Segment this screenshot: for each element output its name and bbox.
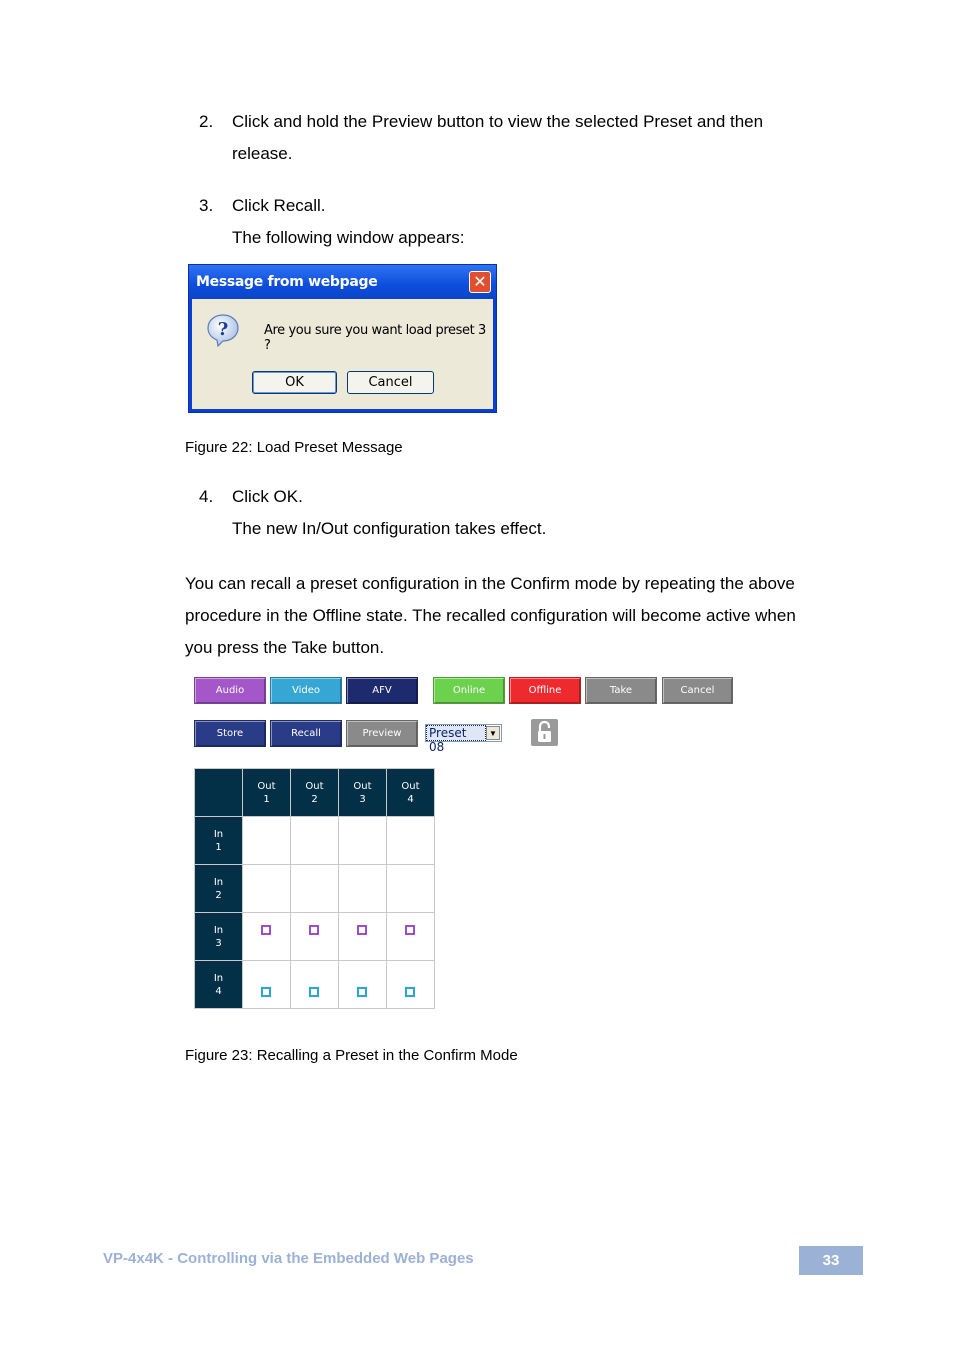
matrix-cell[interactable]: [243, 961, 291, 1009]
recall-button[interactable]: Recall: [270, 720, 342, 747]
output-number: 4: [407, 793, 414, 805]
output-number: 3: [359, 793, 366, 805]
step-number: 4.: [199, 487, 214, 506]
step-text: Click and hold the Preview button to view the selected Preset and then: [232, 112, 764, 131]
input-header-4[interactable]: [195, 961, 243, 1009]
input-label: In: [213, 924, 224, 936]
output-header-3[interactable]: [339, 769, 387, 817]
input-number: 2: [215, 889, 222, 901]
output-header-4[interactable]: [387, 769, 435, 817]
video-button[interactable]: Video: [270, 677, 342, 704]
output-label: Out: [257, 780, 276, 792]
step-text: release.: [232, 144, 293, 163]
unlock-icon[interactable]: [531, 719, 558, 746]
figure-22-caption: Figure 22: Load Preset Message: [185, 439, 403, 456]
video-route-checkbox[interactable]: [405, 987, 415, 997]
svg-text:?: ?: [217, 319, 229, 340]
paragraph-line: procedure in the Offline state. The recalled configuration will become active when: [185, 606, 796, 625]
matrix-cell[interactable]: [291, 961, 339, 1009]
audio-route-checkbox[interactable]: [261, 925, 271, 935]
figure-23-caption: Figure 23: Recalling a Preset in the Confirm Mode: [185, 1047, 518, 1064]
routing-matrix: [194, 768, 435, 1009]
matrix-cell[interactable]: [291, 913, 339, 961]
online-button[interactable]: Online: [433, 677, 505, 704]
step-text: Click Recall.: [232, 196, 326, 215]
step-number: 2.: [199, 112, 214, 131]
step-text: Click OK.: [232, 487, 303, 506]
store-button[interactable]: Store: [194, 720, 266, 747]
question-icon: [206, 313, 240, 347]
paragraph-line: you press the Take button.: [185, 638, 385, 657]
matrix-cell[interactable]: [387, 817, 435, 865]
chevron-down-icon[interactable]: ▼: [486, 726, 500, 740]
input-number: 4: [215, 985, 222, 997]
matrix-cell[interactable]: [291, 865, 339, 913]
matrix-cell[interactable]: [339, 913, 387, 961]
matrix-cell[interactable]: [339, 865, 387, 913]
audio-route-checkbox[interactable]: [357, 925, 367, 935]
afv-button[interactable]: AFV: [346, 677, 418, 704]
input-number: 3: [215, 937, 222, 949]
audio-route-checkbox[interactable]: [405, 925, 415, 935]
output-header-2[interactable]: [291, 769, 339, 817]
output-label: Out: [353, 780, 372, 792]
matrix-cell[interactable]: [387, 865, 435, 913]
input-label: In: [213, 876, 224, 888]
step-text: The new In/Out configuration takes effect.: [232, 519, 547, 538]
video-route-checkbox[interactable]: [357, 987, 367, 997]
audio-route-checkbox[interactable]: [309, 925, 319, 935]
page-number: 33: [799, 1246, 863, 1275]
matrix-cell[interactable]: [291, 817, 339, 865]
cancel-button[interactable]: Cancel: [347, 371, 434, 394]
output-number: 2: [311, 793, 318, 805]
paragraph-line: You can recall a preset configuration in the Confirm mode by repeating the above: [185, 574, 795, 593]
dialog-body: [192, 299, 493, 409]
matrix-cell[interactable]: [339, 961, 387, 1009]
matrix-cell[interactable]: [243, 817, 291, 865]
input-label: In: [213, 828, 224, 840]
confirm-mode-paragraph: [185, 568, 865, 664]
matrix-cell[interactable]: [339, 817, 387, 865]
cancel-ui-button[interactable]: Cancel: [662, 677, 733, 704]
step-text: The following window appears:: [232, 228, 465, 247]
footer-title: VP-4x4K - Controlling via the Embedded Web Pages: [103, 1250, 474, 1267]
step-number: 3.: [199, 196, 214, 215]
output-label: Out: [305, 780, 324, 792]
output-label: Out: [401, 780, 420, 792]
input-header-2[interactable]: [195, 865, 243, 913]
padlock-icon: [531, 719, 558, 746]
dialog-title: Message from webpage: [196, 274, 378, 290]
load-preset-dialog: [188, 264, 497, 413]
matrix-cell[interactable]: [243, 913, 291, 961]
dialog-titlebar: [189, 265, 496, 299]
matrix-cell[interactable]: [243, 865, 291, 913]
offline-button[interactable]: Offline: [509, 677, 581, 704]
preset-select-value: Preset 08: [427, 726, 485, 740]
preview-button[interactable]: Preview: [346, 720, 418, 747]
video-route-checkbox[interactable]: [309, 987, 319, 997]
dialog-message: Are you sure you want load preset 3 ?: [264, 323, 486, 353]
output-header-1[interactable]: [243, 769, 291, 817]
preset-select[interactable]: [425, 724, 502, 754]
input-label: In: [213, 972, 224, 984]
audio-button[interactable]: Audio: [194, 677, 266, 704]
ok-button[interactable]: OK: [252, 371, 337, 394]
input-number: 1: [215, 841, 222, 853]
matrix-cell[interactable]: [387, 913, 435, 961]
close-icon[interactable]: ✕: [469, 271, 491, 293]
video-route-checkbox[interactable]: [261, 987, 271, 997]
take-button[interactable]: Take: [585, 677, 657, 704]
matrix-cell[interactable]: [387, 961, 435, 1009]
input-header-1[interactable]: [195, 817, 243, 865]
matrix-corner: [195, 769, 243, 817]
input-header-3[interactable]: [195, 913, 243, 961]
output-number: 1: [263, 793, 270, 805]
